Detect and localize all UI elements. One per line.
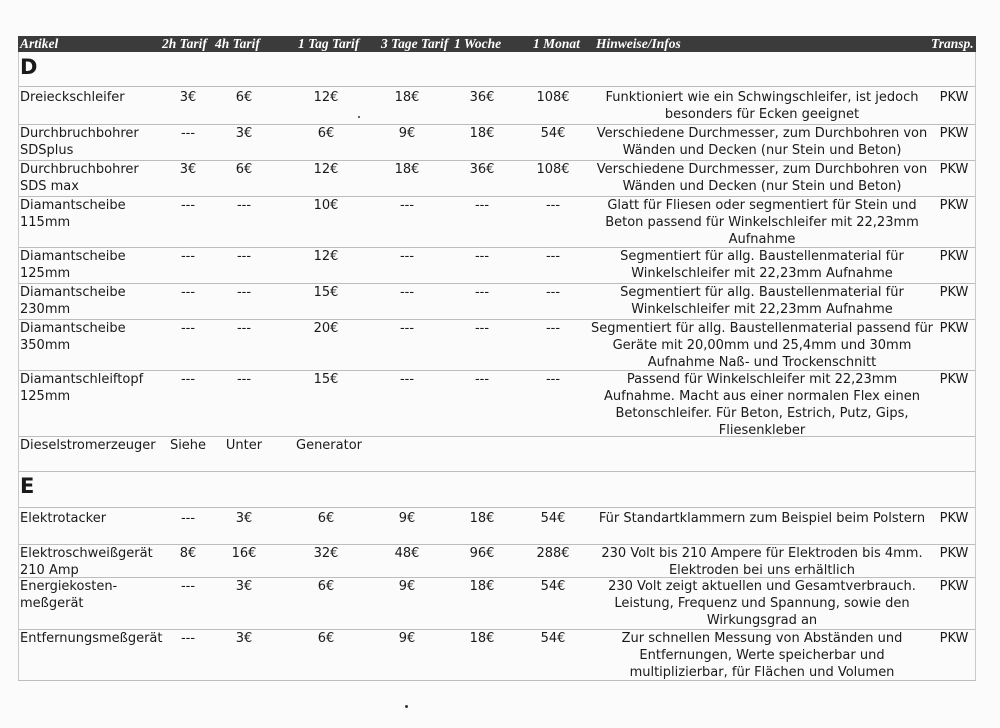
price-tage3: 9€ [398,126,416,141]
price-h4: 3€ [235,126,253,141]
header-hinweise: Hinweise/Infos [596,36,681,51]
table-row [18,437,976,472]
article-name: Elektrotacker [20,511,107,526]
price-tag1: 12€ [313,90,339,105]
price-h2: 3€ [179,162,197,177]
price-monat1: 108€ [536,162,570,177]
price-h2: Siehe [169,438,207,453]
transport-type: PKW [939,285,969,300]
article-name: Elektroschweißgerät 210 Amp [20,546,153,578]
price-h4: Unter [225,438,263,453]
price-tag1: Generator [296,438,363,453]
info-text: Zur schnellen Messung von Abständen und Entfernungen, Werte speicherbar und multiplizierbar, für Flächen und Volumen [621,631,903,680]
price-woche1: --- [474,372,490,387]
price-h2: 8€ [179,546,197,561]
price-woche1: 18€ [469,126,495,141]
info-text: Funktioniert wie ein Schwingschleifer, ist jedoch besonders für Ecken geeignet [605,90,919,122]
price-tag1: 10€ [313,198,339,213]
price-tag1: 12€ [313,162,339,177]
price-woche1: 18€ [469,579,495,594]
article-name: Energiekosten-meßgerät [20,579,118,611]
row-divider [18,86,976,87]
price-h2: --- [180,631,196,646]
info-text: Verschiedene Durchmesser, zum Durchbohren von Wänden und Decken (nur Stein und Beton) [596,126,928,158]
info-text: 230 Volt bis 210 Ampere für Elektroden bis 4mm. Elektroden bei uns erhältlich [601,546,923,578]
price-h4: --- [236,285,252,300]
transport-type: PKW [939,249,969,264]
price-tage3: 18€ [394,90,420,105]
price-h4: --- [236,249,252,264]
article-name: Durchbruchbohrer SDSplus [20,126,139,158]
price-monat1: 108€ [536,90,570,105]
price-h4: 3€ [235,511,253,526]
price-tage3: 9€ [398,579,416,594]
price-tag1: 6€ [317,579,335,594]
transport-type: PKW [939,579,969,594]
price-monat1: 288€ [536,546,570,561]
price-woche1: --- [474,285,490,300]
price-h4: --- [236,321,252,336]
price-monat1: 54€ [540,631,566,646]
price-woche1: 96€ [469,546,495,561]
header-3-tage-tarif: 3 Tage Tarif [381,36,449,51]
price-tag1: 15€ [313,372,339,387]
price-tag1: 15€ [313,285,339,300]
price-h4: 6€ [235,162,253,177]
transport-type: PKW [939,631,969,646]
price-h2: --- [180,321,196,336]
price-h4: 16€ [231,546,257,561]
price-tage3: 48€ [394,546,420,561]
price-monat1: --- [545,249,561,264]
table-row [18,630,976,681]
info-text: Glatt für Fliesen oder segmentiert für Stein und Beton passend für Winkelschleifer mit 22,23mm Aufnahme [605,198,919,247]
table-row [18,545,976,578]
info-text: Segmentiert für allg. Baustellenmaterial für Winkelschleifer mit 22,23mm Aufnahme [620,285,904,317]
section-letter-e: E [20,474,35,498]
header-2h-tarif: 2h Tarif [162,36,207,51]
price-woche1: 18€ [469,631,495,646]
price-h4: --- [236,198,252,213]
article-name: Entfernungsmeßgerät [20,631,163,646]
price-tage3: --- [399,372,415,387]
header-1-tag-tarif: 1 Tag Tarif [298,36,360,51]
table-row [18,371,976,437]
table-row [18,125,976,161]
transport-type: PKW [939,321,969,336]
price-h2: --- [180,126,196,141]
price-tage3: --- [399,198,415,213]
info-text: 230 Volt zeigt aktuellen und Gesamtverbrauch. Leistung, Frequenz und Spannung, sowie den Wirkungsgrad an [608,579,916,628]
price-h2: 3€ [179,90,197,105]
price-h2: --- [180,579,196,594]
price-monat1: 54€ [540,126,566,141]
row-divider [18,471,976,472]
price-h4: --- [236,372,252,387]
section-letter-d: D [20,55,38,79]
header-1-monat: 1 Monat [533,36,580,51]
price-h4: 6€ [235,90,253,105]
transport-type: PKW [939,126,969,141]
table-border [18,52,19,680]
header-artikel: Artikel [20,36,59,51]
info-text: Segmentiert für allg. Baustellenmaterial für Winkelschleifer mit 22,23mm Aufnahme [620,249,904,281]
price-tage3: 18€ [394,162,420,177]
price-tag1: 6€ [317,511,335,526]
row-divider [18,507,976,508]
price-tage3: --- [399,285,415,300]
transport-type: PKW [939,90,969,105]
transport-type: PKW [939,162,969,177]
price-h2: --- [180,198,196,213]
info-text: Segmentiert für allg. Baustellenmaterial passend für Geräte mit 20,00mm und 25,4mm und 30mm Aufnahme Naß- und Trockenschnitt [590,321,934,370]
table-row [18,284,976,320]
article-name: Dieselstromerzeuger [20,438,156,453]
price-woche1: --- [474,198,490,213]
article-name: Diamantscheibe 115mm [20,198,126,230]
price-tag1: 20€ [313,321,339,336]
table-row [18,161,976,197]
transport-type: PKW [939,372,969,387]
article-name: Diamantschleiftopf 125mm [20,372,144,404]
table-row [18,578,976,630]
transport-type: PKW [939,546,969,561]
info-text: Passend für Winkelschleifer mit 22,23mm Aufnahme. Macht aus einer normalen Flex einen Betonschleifer. Für Beton, Estrich, Putz, Gips, Fliesenkleber [603,372,920,438]
price-h2: --- [180,285,196,300]
table-row [18,197,976,248]
price-h4: 3€ [235,631,253,646]
price-tag1: 6€ [317,631,335,646]
price-woche1: 36€ [469,90,495,105]
price-h2: --- [180,511,196,526]
price-tag1: 6€ [317,126,335,141]
price-h2: --- [180,249,196,264]
article-name: Diamantscheibe 125mm [20,249,126,281]
scan-speck [405,705,408,708]
price-woche1: 18€ [469,511,495,526]
price-woche1: 36€ [469,162,495,177]
table-header [18,36,976,52]
transport-type: PKW [939,198,969,213]
price-monat1: 54€ [540,511,566,526]
header-transp: Transp. [931,36,974,51]
price-woche1: --- [474,321,490,336]
price-monat1: 54€ [540,579,566,594]
header-1-woche: 1 Woche [454,36,502,51]
price-tag1: 12€ [313,249,339,264]
header-4h-tarif: 4h Tarif [215,36,260,51]
table-row [18,510,976,545]
table-border [975,52,976,680]
transport-type: PKW [939,511,969,526]
price-h2: --- [180,372,196,387]
article-name: Diamantscheibe 230mm [20,285,126,317]
price-monat1: --- [545,372,561,387]
article-name: Diamantscheibe 350mm [20,321,126,353]
price-woche1: --- [474,249,490,264]
price-h4: 3€ [235,579,253,594]
info-text: Verschiedene Durchmesser, zum Durchbohren von Wänden und Decken (nur Stein und Beton) [596,162,928,194]
scan-speck [358,116,360,118]
price-tage3: 9€ [398,511,416,526]
info-text: Für Standartklammern zum Beispiel beim Polstern [598,511,926,526]
table-row [18,248,976,284]
price-tag1: 32€ [313,546,339,561]
price-monat1: --- [545,321,561,336]
row-divider [18,680,976,681]
table-row [18,89,976,125]
price-monat1: --- [545,285,561,300]
price-tage3: 9€ [398,631,416,646]
price-tage3: --- [399,249,415,264]
table-row [18,320,976,371]
article-name: Durchbruchbohrer SDS max [20,162,139,194]
article-name: Dreieckschleifer [20,90,125,105]
price-tage3: --- [399,321,415,336]
price-monat1: --- [545,198,561,213]
